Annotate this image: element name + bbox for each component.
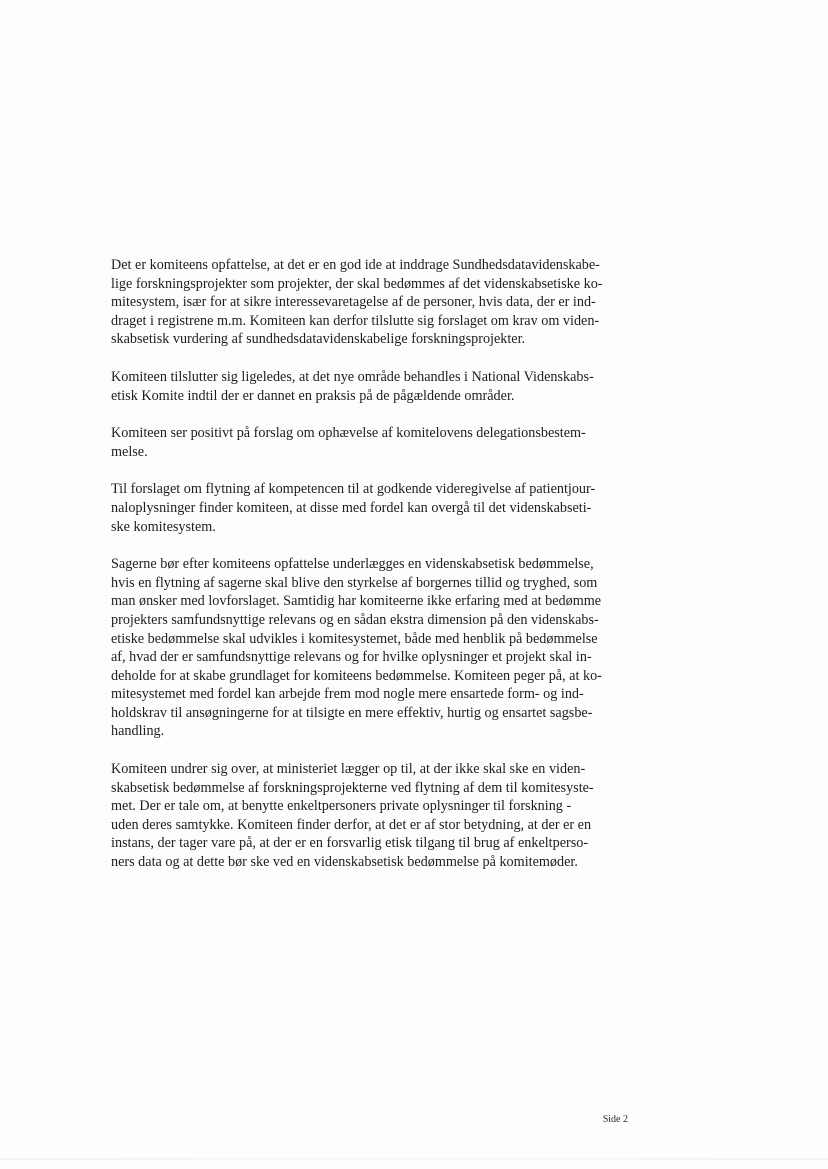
text-line: Til forslaget om flytning af kompetencen til at godkende videregivelse af patientjour- — [111, 481, 596, 498]
text-line: ske komitesystem. — [111, 518, 216, 535]
text-line: Komiteen undrer sig over, at ministeriet lægger op til, at der ikke skal ske en viden- — [111, 761, 586, 778]
text-line: Komiteen ser positivt på forslag om ophævelse af komitelovens delegationsbestem- — [111, 425, 586, 442]
text-line: instans, der tager vare på, at der er en forsvarlig etisk tilgang til brug af enkeltperso- — [111, 835, 589, 852]
scan-edge-divider — [0, 1158, 828, 1160]
page-number: Side 2 — [602, 1114, 628, 1125]
text-line: mitesystemet med fordel kan arbejde frem mod nogle mere ensartede form- og ind- — [111, 686, 584, 703]
text-line: mitesystem, især for at sikre interessevaretagelse af de personer, hvis data, der er ind- — [111, 294, 596, 311]
text-line: Det er komiteens opfattelse, at det er en god ide at inddrage Sundhedsdatavidenskabe- — [111, 257, 600, 273]
text-line: etisk Komite indtil der er dannet en praksis på de pågældende områder. — [111, 387, 515, 404]
text-line: naloplysninger finder komiteen, at disse med fordel kan overgå til det videnskabseti- — [111, 499, 592, 516]
text-line: draget i registrene m.m. Komiteen kan derfor tilslutte sig forslaget om krav om viden- — [111, 312, 600, 329]
text-line: lige forskningsprojekter som projekter, der skal bedømmes af det videnskabsetiske ko- — [111, 275, 603, 292]
text-line: Sagerne bør efter komiteens opfattelse underlægges en videnskabsetisk bedømmelse, — [111, 556, 594, 573]
text-line: handling. — [111, 723, 165, 740]
text-line: hvis en flytning af sagerne skal blive den styrkelse af borgernes tillid og tryghed, som — [111, 574, 598, 591]
paragraph-6 — [111, 760, 631, 872]
text-line: man ønsker med lovforslaget. Samtidig har komiteerne ikke erfaring med at bedømme — [111, 593, 602, 610]
text-line: etiske bedømmelse skal udvikles i komitesystemet, både med henblik på bedømmelse — [111, 630, 598, 647]
text-line: deholde for at skabe grundlaget for komiteens bedømmelse. Komiteen peger på, at ko- — [111, 667, 602, 684]
body-text — [111, 256, 631, 891]
text-line: skabsetisk bedømmelse af forskningsprojekterne ved flytning af dem til komitesyste- — [111, 779, 594, 796]
paragraph-2 — [111, 368, 631, 405]
text-line: holdskrav til ansøgningerne for at tilsigte en mere effektiv, hurtig og ensartet sagsbe- — [111, 704, 593, 721]
text-line: projekters samfundsnyttige relevans og en sådan ekstra dimension på den videnskabs- — [111, 611, 599, 628]
text-line: melse. — [111, 443, 148, 460]
paragraph-5 — [111, 555, 631, 741]
paragraph-4 — [111, 480, 631, 536]
paragraph-3 — [111, 424, 631, 461]
text-line: met. Der er tale om, at benytte enkeltpersoners private oplysninger til forskning - — [111, 798, 572, 815]
text-line: skabsetisk vurdering af sundhedsdatavidenskabelige forskningsprojekter. — [111, 331, 526, 348]
paragraph-1 — [111, 256, 631, 349]
text-line: af, hvad der er samfundsnyttige relevans og for hvilke oplysninger et projekt skal in- — [111, 649, 592, 666]
text-line: Komiteen tilslutter sig ligeledes, at det nye område behandles i National Videnskabs- — [111, 368, 594, 385]
text-line: ners data og at dette bør ske ved en videnskabsetisk bedømmelse på komitemøder. — [111, 854, 578, 871]
text-line: uden deres samtykke. Komiteen finder derfor, at det er af stor betydning, at der er en — [111, 816, 592, 833]
